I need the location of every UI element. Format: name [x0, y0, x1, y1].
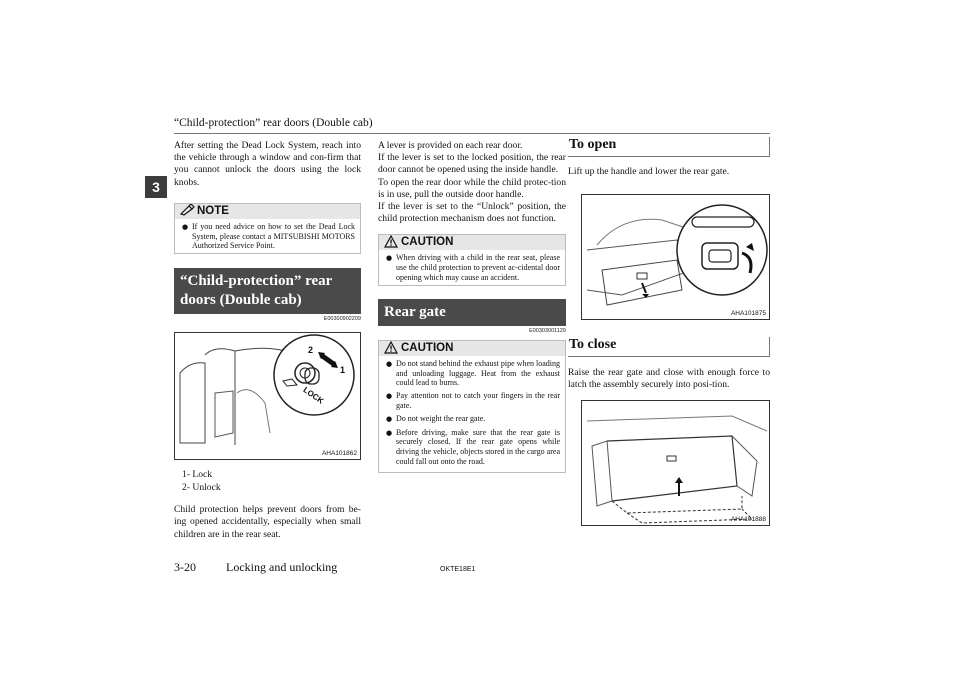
caution-box-child: [378, 234, 566, 285]
bullet-icon: ●: [386, 414, 393, 423]
column-2: [378, 140, 566, 473]
lever-paragraph-4: If the lever is set to the “Unlock” position, the child protection mechanism does not function.: [378, 201, 566, 225]
caution-item: ● Before driving, make sure that the rear gate is securely closed. If the rear gate opens while driving the vehicle, objects stored in the cargo area could fall out onto the road.: [386, 427, 560, 466]
warning-icon: [384, 235, 398, 252]
caution-label: CAUTION: [401, 341, 454, 354]
subheading-to-open: To open: [568, 137, 770, 157]
note-header: [175, 204, 360, 219]
figure-legend: [174, 469, 361, 494]
lever-paragraph-2: If the lever is set to the locked position, the rear door cannot be opened using the inside handle.: [378, 152, 566, 176]
column-3: [568, 137, 770, 526]
open-text: Lift up the handle and lower the rear gate.: [568, 166, 730, 177]
caution-item: ● Pay attention not to catch your fingers in the rear gate.: [386, 391, 560, 410]
legend-item-unlock: 2- Unlock: [182, 481, 221, 493]
caution-header: [379, 235, 565, 250]
door-lock-illustration: [175, 333, 361, 459]
note-item: ● If you need advice on how to set the Dead Lock System, please contact a MITSUBISHI MOTORS Authorized Service Point.: [182, 221, 355, 251]
lever-paragraph-3: To open the rear door while the child protec-tion is in use, pull the outside door handle.: [378, 176, 566, 200]
bullet-icon: ●: [386, 428, 393, 437]
page-header-title: “Child-protection” rear doors (Double cab): [174, 117, 373, 129]
bullet-icon: ●: [386, 392, 393, 401]
note-label: NOTE: [197, 204, 229, 217]
rear-gate-close-illustration: [582, 401, 769, 525]
caution-box-rear-gate: [378, 340, 566, 473]
column-1: [174, 140, 361, 541]
figure-code: AHA101888: [730, 515, 766, 523]
footer-section: Locking and unlocking: [226, 560, 338, 574]
figure-mark-1: 1: [340, 365, 346, 376]
bullet-icon: ●: [182, 222, 189, 231]
footer-doc-code: OKTE18E1: [440, 566, 476, 573]
section-code: E00303001129: [529, 327, 566, 334]
section-title-child-protection: “Child-protection” rear doors (Double cab): [174, 268, 361, 314]
caution-header: [379, 341, 565, 356]
warning-icon: [384, 341, 398, 358]
rear-gate-open-figure: [581, 194, 770, 320]
rear-gate-open-illustration: [582, 195, 769, 319]
child-lock-figure: [174, 332, 361, 460]
bullet-icon: ●: [386, 254, 393, 263]
note-box: [174, 203, 361, 254]
header-rule: [174, 133, 770, 134]
note-icon: [180, 204, 196, 220]
figure-mark-lock: LOCK: [301, 385, 326, 406]
legend-item-lock: 1- Lock: [182, 469, 213, 481]
caution-item: ● Do not stand behind the exhaust pipe when loading and unloading luggage. Heat from the exhaust could lead to burns.: [386, 358, 560, 388]
intro-paragraph: After setting the Dead Lock System, reach into the vehicle through a window and con-firm that you cannot unlock the doors using the lock knobs.: [174, 140, 361, 188]
close-text: Raise the rear gate and close with enough force to latch the assembly securely into posi-tion.: [568, 367, 770, 391]
bullet-icon: ●: [386, 359, 393, 368]
chapter-tab: 3: [145, 176, 167, 198]
footer-page-number: 3-20: [174, 560, 196, 574]
figure-mark-2: 2: [308, 345, 314, 356]
caution-item: ● When driving with a child in the rear seat, please use the child protection to prevent ac-cidental door opening which may cause an accident.: [386, 253, 560, 283]
caution-label: CAUTION: [401, 236, 454, 249]
caution-item: ● Do not weight the rear gate.: [386, 413, 486, 423]
section-title-rear-gate: Rear gate: [378, 299, 566, 326]
body-paragraph: Child protection helps prevent doors from be-ing opened accidentally, especially when small children are in the rear seat.: [174, 504, 361, 540]
lever-paragraph-1: A lever is provided on each rear door.: [378, 140, 523, 151]
figure-code: AHA101875: [730, 310, 766, 318]
subheading-to-close: To close: [568, 337, 770, 357]
section-code: E00300902209: [323, 316, 361, 323]
rear-gate-close-figure: [581, 400, 770, 526]
figure-code: AHA101862: [321, 450, 357, 458]
